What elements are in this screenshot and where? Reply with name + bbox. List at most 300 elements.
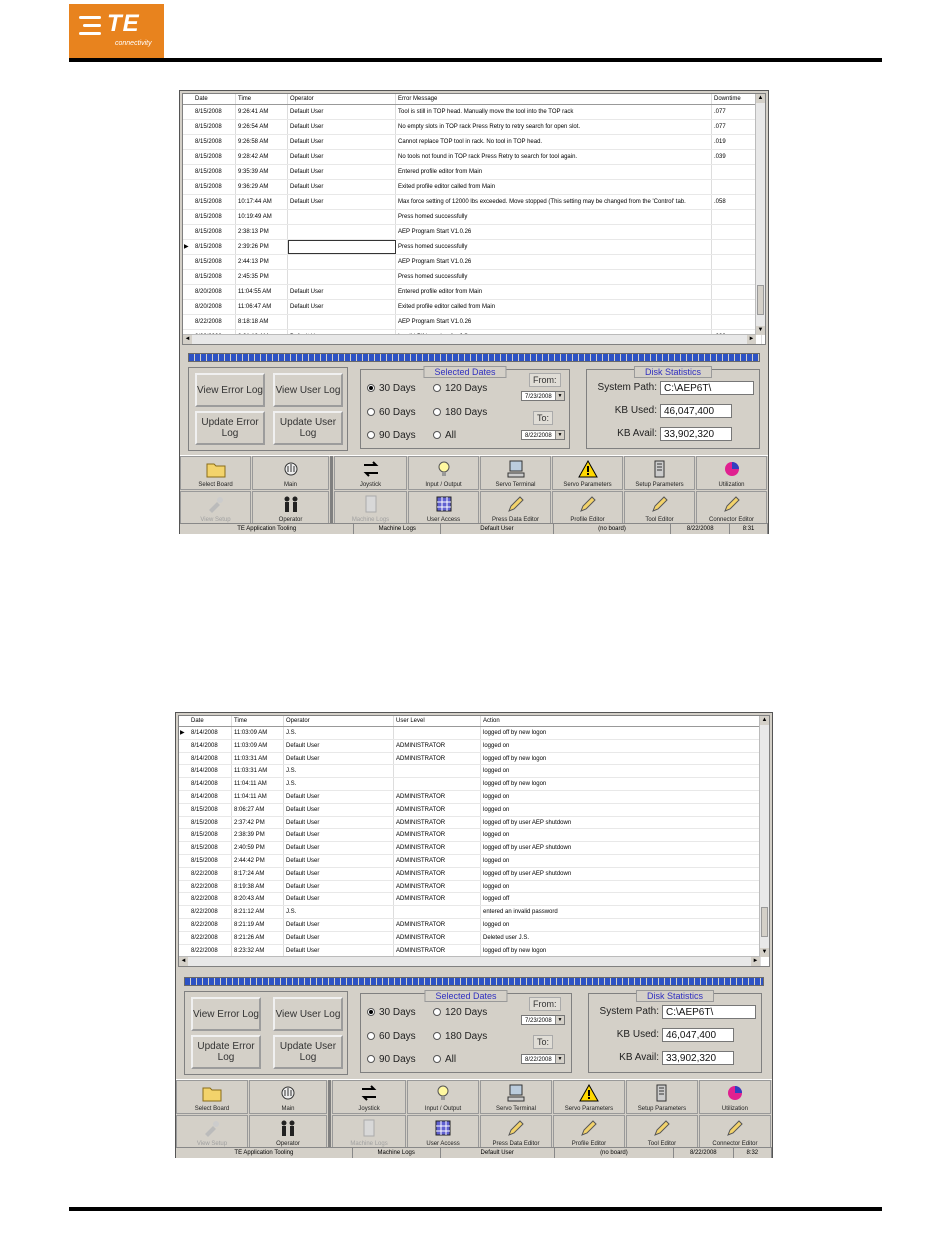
table-cell: ADMINISTRATOR [394,919,481,931]
machine-logs-icon [333,1118,405,1138]
table-cell: 2:40:59 PM [232,842,284,854]
radio-60-days[interactable] [367,404,433,420]
table-cell: 2:39:26 PM [236,240,288,254]
update-error-log-button[interactable]: Update Error Log [195,411,265,445]
kb-used-field[interactable]: 46,047,400 [660,404,732,418]
table-cell: ADMINISTRATOR [394,868,481,880]
table-row[interactable] [179,919,769,932]
status-bar [180,523,768,534]
table-cell: logged off by user AEP shutdown [481,817,761,829]
system-path-label: System Path: [597,382,657,393]
to-date-value: 8/22/2008 [525,433,552,439]
table-row[interactable] [183,120,765,135]
from-label: From: [529,373,561,387]
user-log-rows [179,727,769,967]
table-row[interactable] [179,817,769,830]
table-cell: 8/15/2008 [189,855,232,867]
table-row[interactable] [179,855,769,868]
table-row[interactable] [183,195,765,210]
table-row[interactable] [179,906,769,919]
logo-mark: TE [107,10,140,37]
table-cell: 8/22/2008 [193,315,236,329]
kb-used-label: KB Used: [614,405,657,416]
table-row[interactable] [179,881,769,894]
table-row[interactable] [183,135,765,150]
table-cell: .077 [712,120,762,134]
utilization-icon [697,459,766,479]
table-cell: Default User [284,932,394,944]
radio-180-days[interactable] [433,404,499,420]
table-cell: ADMINISTRATOR [394,753,481,765]
table-cell: 8:21:26 AM [232,932,284,944]
radio-180-days[interactable] [433,1028,499,1044]
scroll-up-icon[interactable]: ▲ [761,717,768,723]
table-row[interactable] [179,868,769,881]
table-row[interactable] [179,791,769,804]
table-row[interactable] [183,105,765,120]
table-cell: Entered profile editor from Main [396,285,712,299]
toolbar-user-access-button[interactable] [408,491,479,525]
table-cell [394,906,481,918]
radio-90-days[interactable] [367,1051,433,1067]
toolbar-main-button[interactable] [249,1080,327,1114]
view-error-log-button[interactable]: View Error Log [191,997,261,1031]
table-cell [288,255,396,269]
view-error-log-button[interactable]: View Error Log [195,373,265,407]
table-row[interactable] [179,893,769,906]
table-cell: 8/15/2008 [189,817,232,829]
chevron-down-icon[interactable]: ▼ [555,431,564,439]
table-cell: J.S. [284,778,394,790]
table-cell: Default User [288,120,396,134]
toolbar-press-data-editor-button[interactable] [480,491,551,525]
radio-label: 60 Days [379,406,416,418]
radio-label: 60 Days [379,1030,416,1042]
table-cell: Default User [284,919,394,931]
table-cell: 8:21:19 AM [232,919,284,931]
hand-icon [253,459,328,479]
radio-60-days[interactable] [367,1028,433,1044]
table-cell: Default User [284,791,394,803]
toolbar-profile-editor-button[interactable] [552,491,623,525]
view-user-log-button[interactable]: View User Log [273,373,343,407]
user-log-screenshot [175,712,773,1158]
table-cell: 8/15/2008 [193,135,236,149]
kb-avail-field[interactable]: 33,902,320 [660,427,732,441]
table-row[interactable] [183,270,765,285]
table-cell: Tool is still in TOP head. Manually move the tool into the TOP rack [396,105,712,119]
table-cell: Default User [284,893,394,905]
status-field: Default User [441,524,554,534]
column-header[interactable]: Time [232,716,284,726]
radio-label: 120 Days [445,1006,488,1018]
kb-used-label: KB Used: [616,1029,659,1040]
toolbar-label: Connector Editor [708,517,755,523]
column-header[interactable]: Date [189,716,232,726]
disk-statistics-title: Disk Statistics [636,990,714,1002]
table-row[interactable] [179,778,769,791]
log-buttons-panel [188,367,348,451]
update-user-log-button[interactable]: Update User Log [273,411,343,445]
toolbar-servo-terminal-button[interactable] [480,456,551,490]
table-cell: .077 [712,105,762,119]
table-cell: J.S. [284,765,394,777]
table-row[interactable] [183,210,765,225]
toolbar-utilization-button[interactable] [696,456,767,490]
table-cell: 8/14/2008 [189,727,232,739]
column-header[interactable]: Operator [284,716,394,726]
toolbar-label: Tool Editor [647,1141,677,1147]
radio-label: All [445,1053,457,1065]
table-row[interactable] [183,165,765,180]
table-cell: .039 [712,150,762,164]
table-cell: 8/14/2008 [189,791,232,803]
chevron-down-icon[interactable]: ▼ [555,392,564,400]
table-cell: Default User [284,817,394,829]
table-cell: 8:19:38 AM [232,881,284,893]
toolbar-servo-parameters-button[interactable] [553,1080,625,1114]
toolbar-label: Servo Terminal [495,482,536,488]
table-cell: .058 [712,195,762,209]
toolbar-profile-editor-button[interactable] [553,1115,625,1149]
table-cell: logged off by user AEP shutdown [481,868,761,880]
pencil-icon [481,494,550,514]
table-cell: 8/15/2008 [193,105,236,119]
system-path-field[interactable]: C:\AEP6T\ [660,381,754,395]
selected-dates-title: Selected Dates [424,990,507,1002]
toolbar-label: Servo Parameters [564,1106,614,1112]
table-cell: Default User [288,135,396,149]
table-cell: Exited profile editor called from Main [396,180,712,194]
radio-all[interactable] [433,427,499,443]
table-cell: entered an invalid password [481,906,761,918]
scroll-thumb[interactable] [757,285,764,315]
horizontal-scrollbar[interactable] [183,334,756,344]
column-header[interactable]: Time [236,94,288,104]
table-cell: 9:26:41 AM [236,105,288,119]
table-row[interactable] [179,727,769,740]
table-cell: 2:37:42 PM [232,817,284,829]
toolbar-select-board-button[interactable] [176,1080,248,1114]
to-date-select[interactable] [521,1054,565,1064]
toolbar-label: Operator [276,1141,300,1147]
to-date-select[interactable] [521,430,565,440]
table-cell [288,315,396,329]
table-cell: 8/15/2008 [193,120,236,134]
toolbar-label: Input / Output [424,1106,462,1112]
radio-all[interactable] [433,1051,499,1067]
system-path-field[interactable]: C:\AEP6T\ [662,1005,756,1019]
toolbar-label: Machine Logs [351,517,390,523]
log-buttons-panel [184,991,348,1075]
table-cell: 8:21:12 AM [232,906,284,918]
toolbar-connector-editor-button[interactable] [699,1115,771,1149]
control-area [184,991,764,1079]
table-cell: logged on [481,855,761,867]
toolbar-operator-button[interactable] [249,1115,327,1149]
table-cell: 8/22/2008 [189,906,232,918]
selected-dates-title: Selected Dates [423,366,506,378]
joystick-icon [333,1083,405,1103]
table-cell: 8/15/2008 [189,829,232,841]
table-cell [288,210,396,224]
toolbar-main-button[interactable] [252,456,329,490]
setup-icon [625,459,694,479]
main-toolbar [180,455,768,526]
table-cell: Default User [288,195,396,209]
column-header[interactable]: Downtime [712,94,762,104]
radio-120-days[interactable] [433,1004,499,1020]
table-cell: logged off by new logon [481,727,761,739]
toolbar-label: Press Data Editor [492,1141,540,1147]
toolbar-view-setup-button[interactable] [180,491,251,525]
table-row[interactable] [183,285,765,300]
toolbar-select-board-button[interactable] [180,456,251,490]
horizontal-scrollbar[interactable] [179,956,760,966]
table-row[interactable] [183,240,765,255]
folder-icon [177,1083,247,1103]
table-cell: logged on [481,804,761,816]
toolbar-label: Setup Parameters [637,1106,687,1112]
toolbar-servo-parameters-button[interactable] [552,456,623,490]
column-header[interactable]: Date [193,94,236,104]
column-header[interactable]: Error Message [396,94,712,104]
toolbar-label: Press Data Editor [491,517,540,523]
table-cell: 8/14/2008 [189,740,232,752]
radio-label: 120 Days [445,382,488,394]
toolbar-label: Main [281,1106,295,1112]
toolbar-utilization-button[interactable] [699,1080,771,1114]
kb-avail-field[interactable]: 33,902,320 [662,1051,734,1065]
vertical-scrollbar[interactable] [755,94,765,335]
table-cell: 8/20/2008 [193,285,236,299]
disk-statistics-panel [586,369,760,449]
table-cell: 8/15/2008 [189,842,232,854]
update-error-log-button[interactable]: Update Error Log [191,1035,261,1069]
toolbar-setup-parameters-button[interactable] [624,456,695,490]
scroll-down-icon[interactable]: ▼ [761,949,768,955]
table-cell: ADMINISTRATOR [394,817,481,829]
table-row[interactable] [183,315,765,330]
column-header[interactable]: User Level [394,716,481,726]
table-cell: 10:17:44 AM [236,195,288,209]
toolbar-tool-editor-button[interactable] [626,1115,698,1149]
user-log-header [179,716,769,727]
toolbar-machine-logs-button[interactable] [334,491,407,525]
pencil-icon [554,1118,624,1138]
from-label: From: [529,997,561,1011]
table-cell: Deleted user J.S. [481,932,761,944]
table-cell [394,727,481,739]
table-row[interactable] [179,804,769,817]
toolbar-joystick-button[interactable] [332,1080,406,1114]
toolbar-label: View Setup [196,1141,228,1147]
table-cell: Cannot replace TOP tool in rack. No tool in TOP head. [396,135,712,149]
logo-tagline: connectivity [115,40,152,47]
toolbar-label: View Setup [200,517,231,523]
table-cell: logged on [481,919,761,931]
current-row-pointer-icon: ▶ [180,730,185,736]
from-date-select[interactable] [521,1015,565,1025]
toolbar-machine-logs-button[interactable] [332,1115,406,1149]
toolbar-label: Joystick [359,482,382,488]
radio-label: All [445,429,457,441]
column-header[interactable]: Operator [288,94,396,104]
table-cell: 8:18:18 AM [236,315,288,329]
table-cell: No tools not found in TOP rack Press Retry to search for tool again. [396,150,712,164]
progress-bar [184,977,764,986]
table-cell: 8/15/2008 [193,180,236,194]
table-cell: Default User [288,180,396,194]
scroll-right-icon[interactable]: ► [752,958,759,964]
table-cell: 9:26:54 AM [236,120,288,134]
update-user-log-button[interactable]: Update User Log [273,1035,343,1069]
radio-label: 30 Days [379,1006,416,1018]
toolbar-servo-terminal-button[interactable] [480,1080,552,1114]
column-header[interactable]: Action [481,716,761,726]
table-row[interactable] [183,180,765,195]
toolbar-connector-editor-button[interactable] [696,491,767,525]
chevron-down-icon[interactable]: ▼ [555,1016,564,1024]
table-cell: 9:28:42 AM [236,150,288,164]
table-cell: Press homed successfully [396,270,712,284]
error-log-rows [183,105,765,345]
table-cell: 8/15/2008 [193,165,236,179]
table-cell: ADMINISTRATOR [394,804,481,816]
user-access-icon [408,1118,478,1138]
table-row[interactable] [179,740,769,753]
toolbar-user-access-button[interactable] [407,1115,479,1149]
radio-label: 180 Days [445,1030,488,1042]
table-row[interactable] [179,765,769,778]
table-cell: logged on [481,881,761,893]
view-setup-icon [181,494,250,514]
toolbar-label: Operator [278,517,303,523]
toolbar-setup-parameters-button[interactable] [626,1080,698,1114]
table-row[interactable] [183,150,765,165]
table-cell: logged off by new logon [481,753,761,765]
table-cell: 8/22/2008 [189,868,232,880]
toolbar-operator-button[interactable] [252,491,329,525]
view-setup-icon [177,1118,247,1138]
table-cell: 11:04:55 AM [236,285,288,299]
scroll-right-icon[interactable]: ► [748,336,755,342]
operator-icon [253,494,328,514]
toolbar-joystick-button[interactable] [334,456,407,490]
table-cell: 10:19:49 AM [236,210,288,224]
table-cell: 2:38:39 PM [232,829,284,841]
toolbar-label: Main [283,482,297,488]
lightbulb-icon [409,459,478,479]
table-cell: ADMINISTRATOR [394,791,481,803]
table-row[interactable] [179,753,769,766]
scroll-up-icon[interactable]: ▲ [757,95,764,101]
toolbar-separator [328,1080,331,1150]
kb-avail-label: KB Avail: [619,1052,659,1063]
kb-avail-label: KB Avail: [617,428,657,439]
main-toolbar [176,1079,772,1150]
table-cell: .019 [712,135,762,149]
table-row[interactable] [183,225,765,240]
table-cell: Default User [288,285,396,299]
table-cell: No empty slots in TOP rack Press Retry to retry search for open slot. [396,120,712,134]
toolbar-label: Servo Terminal [496,1106,536,1112]
table-cell: logged on [481,829,761,841]
table-row[interactable] [183,300,765,315]
table-cell: 8/15/2008 [193,150,236,164]
toolbar-label: Utilization [718,482,745,488]
table-cell: 8/14/2008 [189,765,232,777]
toolbar-input-output-button[interactable] [407,1080,479,1114]
scroll-left-icon[interactable]: ◄ [180,958,187,964]
to-label: To: [533,411,553,425]
folder-icon [181,459,250,479]
table-cell: Default User [288,105,396,119]
view-user-log-button[interactable]: View User Log [273,997,343,1031]
table-cell: J.S. [284,727,394,739]
table-cell: AEP Program Start V1.0.26 [396,315,712,329]
toolbar-tool-editor-button[interactable] [624,491,695,525]
table-cell: Default User [284,842,394,854]
toolbar-label: Machine Logs [350,1141,388,1147]
computer-icon [481,459,550,479]
table-cell: Max force setting of 12000 lbs exceeded. Move stopped (This setting may be changed from the 'Control' tab. [396,195,712,209]
table-row[interactable] [183,255,765,270]
table-cell: logged off [481,893,761,905]
scroll-left-icon[interactable]: ◄ [184,336,191,342]
radio-90-days[interactable] [367,427,433,443]
kb-used-field[interactable]: 46,047,400 [662,1028,734,1042]
status-field: TE Application Tooling [176,1148,353,1158]
table-cell: 8/15/2008 [193,195,236,209]
scroll-thumb[interactable] [761,907,768,937]
system-path-label: System Path: [599,1006,659,1017]
utilization-icon [700,1083,770,1103]
status-bar [176,1147,772,1158]
toolbar-label: Profile Editor [571,1141,607,1147]
status-field: (no board) [554,524,672,534]
radio-120-days[interactable] [433,380,499,396]
table-cell [288,270,396,284]
table-cell [394,765,481,777]
user-access-icon [409,494,478,514]
table-cell: 9:36:29 AM [236,180,288,194]
toolbar-press-data-editor-button[interactable] [480,1115,552,1149]
table-cell: 2:45:35 PM [236,270,288,284]
table-cell: 11:03:09 AM [232,727,284,739]
table-row[interactable] [179,842,769,855]
lightbulb-icon [408,1083,478,1103]
radio-30-days[interactable] [367,1004,433,1020]
from-date-select[interactable] [521,391,565,401]
table-cell: logged on [481,765,761,777]
scroll-down-icon[interactable]: ▼ [757,327,764,333]
table-cell: Default User [284,740,394,752]
chevron-down-icon[interactable]: ▼ [555,1055,564,1063]
vertical-scrollbar[interactable] [759,716,769,957]
machine-logs-icon [335,494,406,514]
table-cell: ADMINISTRATOR [394,829,481,841]
table-cell: logged off by new logon [481,778,761,790]
table-row[interactable] [179,829,769,842]
toolbar-separator [330,456,333,526]
radio-30-days[interactable] [367,380,433,396]
table-cell: 2:44:42 PM [232,855,284,867]
table-cell: logged off by user AEP shutdown [481,842,761,854]
toolbar-input-output-button[interactable] [408,456,479,490]
toolbar-view-setup-button[interactable] [176,1115,248,1149]
table-row[interactable] [179,932,769,945]
